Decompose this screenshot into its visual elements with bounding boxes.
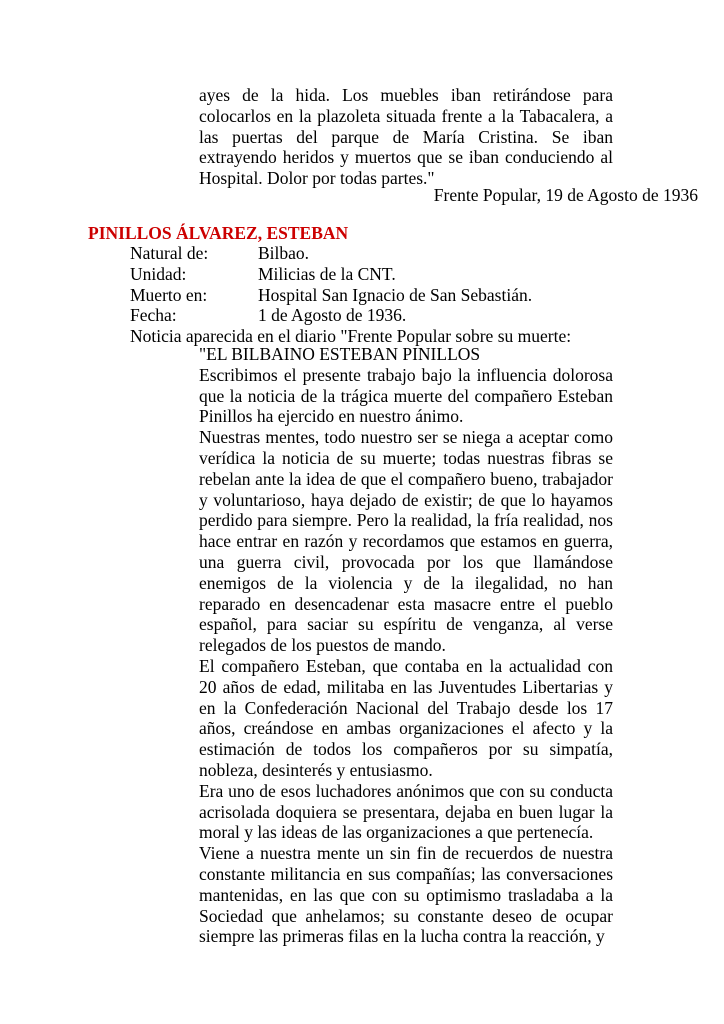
detail-value: Bilbao. bbox=[258, 243, 310, 263]
person-heading: PINILLOS ÁLVAREZ, ESTEBAN bbox=[88, 223, 349, 243]
article-paragraph: Viene a nuestra mente un sin fin de recuerdos de nuestra constante militancia en sus compañías; las conversaciones mantenidas, en las que con su optimismo trasladaba a la Sociedad que anhelamos; su constante deseo de ocupar siempre las primeras filas en la lucha contra la reacción, y bbox=[199, 843, 613, 947]
source-citation: Frente Popular, 19 de Agosto de 1936 bbox=[433, 185, 698, 205]
article-paragraph: El compañero Esteban, que contaba en la actualidad con 20 años de edad, militaba en las Juventudes Libertarias y en la Confederación Nacional del Trabajo desde los 17 años, creándose en ambas organizaciones el afecto y la estimación de todos los compañeros por su simpatía, nobleza, desinterés y entusiasmo. bbox=[199, 655, 613, 780]
detail-label: Fecha: bbox=[130, 305, 177, 326]
detail-value: Hospital San Ignacio de San Sebastián. bbox=[258, 284, 533, 305]
detail-value: Milicias de la CNT. bbox=[258, 263, 396, 284]
article-title: "EL BILBAINO ESTEBAN PINILLOS bbox=[199, 344, 481, 364]
detail-row-unit bbox=[130, 264, 532, 285]
detail-row-date bbox=[130, 305, 532, 326]
newspaper-notice-intro: Noticia aparecida en el diario "Frente Popular sobre su muerte: bbox=[130, 326, 572, 346]
person-details bbox=[130, 243, 532, 326]
article-quote bbox=[199, 344, 613, 947]
article-paragraph: Era uno de esos luchadores anónimos que con su conducta acrisolada doquiera se presentara, dejaba en buen lugar la moral y las ideas de las organizaciones a que pertenecía. bbox=[199, 780, 613, 843]
previous-quote-ending: ayes de la hida. Los muebles iban retirándose para colocarlos en la plazoleta situada frente a la Tabacalera, a las puertas del parque de María Cristina. Se iban extrayendo heridos y muertos que se iban conduciendo al Hospital. Dolor por todas partes." bbox=[199, 85, 613, 189]
detail-label: Unidad: bbox=[130, 263, 187, 284]
detail-label: Muerto en: bbox=[130, 284, 208, 305]
detail-row-birthplace bbox=[130, 243, 532, 264]
detail-value: 1 de Agosto de 1936. bbox=[258, 305, 407, 326]
detail-row-death-place bbox=[130, 285, 532, 306]
article-paragraph: Nuestras mentes, todo nuestro ser se niega a aceptar como verídica la noticia de su muerte; todas nuestras fibras se rebelan ante la idea de que el compañero bueno, trabajador y voluntarioso, haya dejado de existir; de que lo hayamos perdido para siempre. Pero la realidad, la fría realidad, nos hace entrar en razón y recordamos que estamos en guerra, una guerra civil, provocada por los que llamándose enemigos de la violencia y de la ilegalidad, no han reparado en desencadenar esta masacre entre el pueblo español, para saciar su espíritu de venganza, al verse relegados de los puestos de mando. bbox=[199, 427, 613, 656]
article-paragraph: Escribimos el presente trabajo bajo la influencia dolorosa que la noticia de la trágica muerte del compañero Esteban Pinillos ha ejercido en nuestro ánimo. bbox=[199, 364, 613, 427]
detail-label: Natural de: bbox=[130, 243, 209, 263]
